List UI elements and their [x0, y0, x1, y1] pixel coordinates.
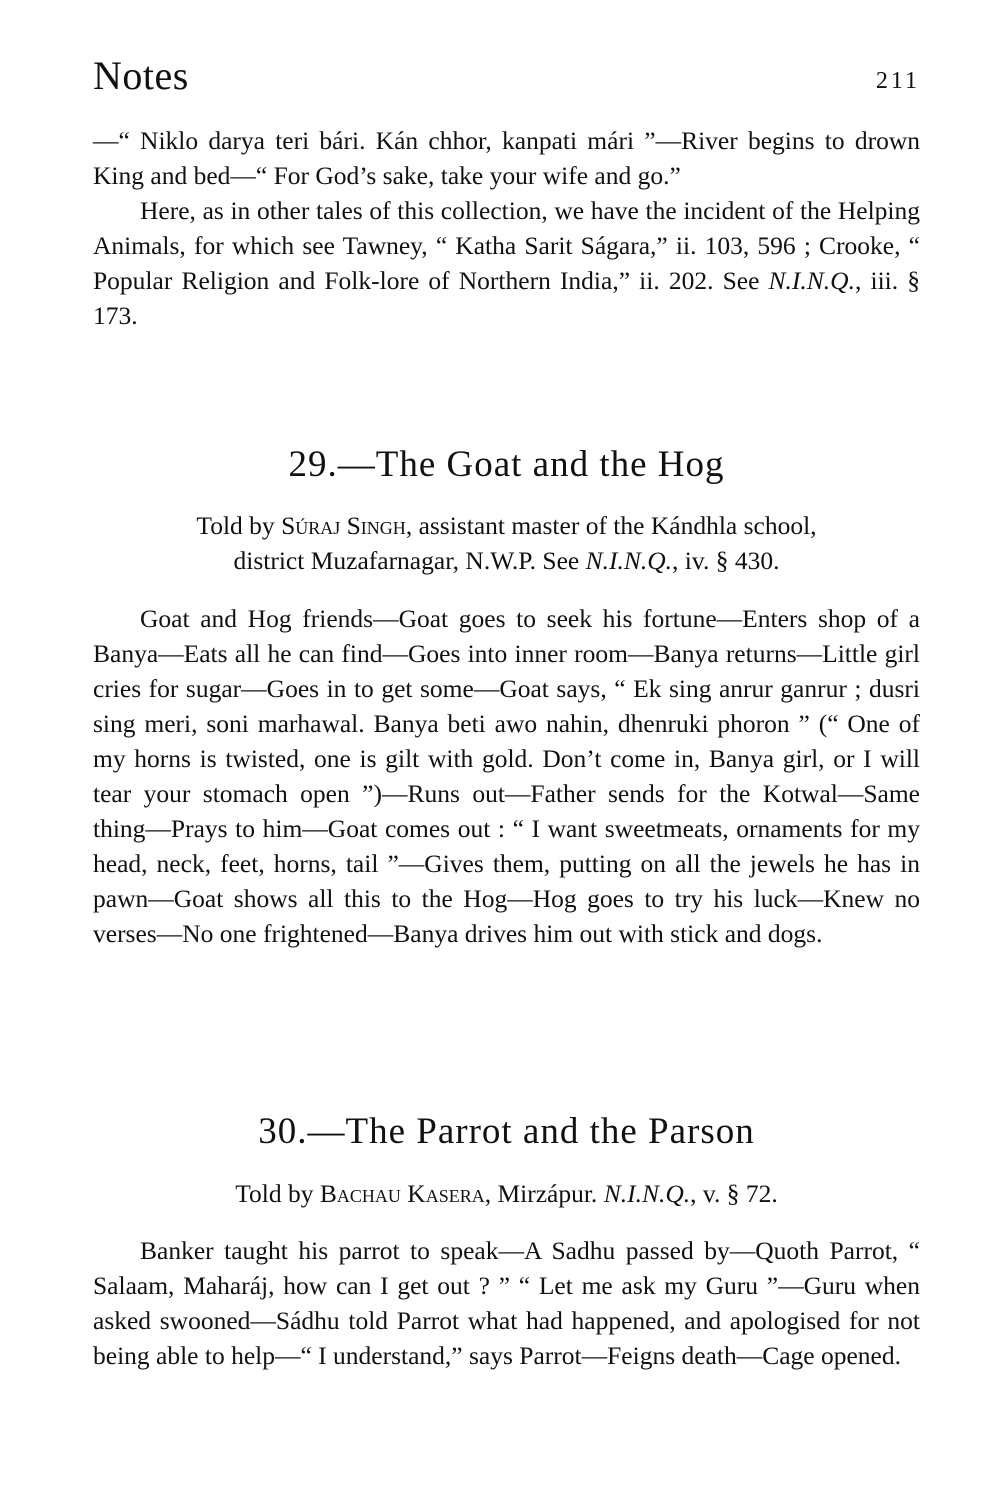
intro-paragraph-2 — [93, 193, 920, 333]
story-29-byline-prefix: Told by — [196, 511, 282, 540]
story-29-reference: N.I.N.Q. — [585, 546, 673, 575]
story-30-reference: N.I.N.Q. — [603, 1179, 691, 1208]
intro-reference: N.I.N.Q. — [768, 266, 855, 295]
story-30-heading: 30.—The Parrot and the Parson — [258, 1111, 755, 1152]
story-30-byline-prefix: Told by — [235, 1179, 320, 1208]
story-30-narrator: Bachau Kasera — [319, 1179, 485, 1208]
intro-paragraph-1: —“ Niklo darya teri bári. Kán chhor, kanpati mári ”—River begins to drown King and bed—“ For God’s sake, take your wife and go.” — [93, 126, 920, 190]
intro-notes — [93, 123, 920, 333]
story-29-summary: Goat and Hog friends—Goat goes to seek his fortune—Enters shop of a Banya—Eats all he can find—Goes into inner room—Banya returns—Little girl cries for sugar—Goes in to get some—Goat says, “ Ek sing anrur ganrur ; dusri sing meri, soni marhawal. Banya beti awo nahin, dhenruki phoron ” (“ One of my horns is twisted, one is gilt with gold. Don’t come in, Banya girl, or I will tear your stomach open ”)—Runs out—Father sends for the Kotwal—Same thing—Prays to him—Goat comes out : “ I want sweetmeats, ornaments for my head, neck, feet, horns, tail ”—Gives them, putting on all the jewels he has in pawn—Goat shows all this to the Hog—Hog goes to try his luck—Knew no verses—No one frightened—Banya drives him out with stick and dogs. — [93, 604, 920, 948]
running-head — [93, 52, 920, 102]
story-30-byline-place: , Mirzápur. — [484, 1179, 604, 1208]
running-head-title: Notes — [93, 53, 189, 98]
intro-paragraph-2-end: , iii. § 173. — [93, 266, 920, 330]
story-30-summary: Banker taught his parrot to speak—A Sadhu passed by—Quoth Parrot, “ Salaam, Maharáj, how can I get out ? ” “ Let me ask my Guru ”—Guru when asked swooned—Sádhu told Parrot what had happened, and apologised for not being able to help—“ I understand,” says Parrot—Feigns death—Cage opened. — [93, 1236, 920, 1370]
page-number: 211 — [875, 68, 920, 94]
story-30-summary-block — [93, 1233, 920, 1373]
story-29-heading: 29.—The Goat and the Hog — [288, 444, 725, 485]
story-29-narrator: Súraj Singh — [281, 511, 406, 540]
story-30-byline — [93, 1176, 920, 1211]
story-29-byline — [93, 508, 920, 578]
story-29-summary-block — [93, 601, 920, 951]
story-29-byline-role: , assistant master of the Kándhla school, — [405, 511, 817, 540]
story-29-byline-place: district Muzafarnagar, N.W.P. See — [233, 546, 586, 575]
intro-paragraph-2-text: Here, as in other tales of this collection, we have the incident of the Helping Animals, for which see Tawney, “ Katha Sarit Ságara,” ii. 103, 596 ; Crooke, “ Popular Religion and Folk-lore of Northern India,” ii. 202. See — [93, 196, 920, 295]
story-30-byline-end: , v. § 72. — [690, 1179, 778, 1208]
story-29-byline-end: , iv. § 430. — [672, 546, 780, 575]
